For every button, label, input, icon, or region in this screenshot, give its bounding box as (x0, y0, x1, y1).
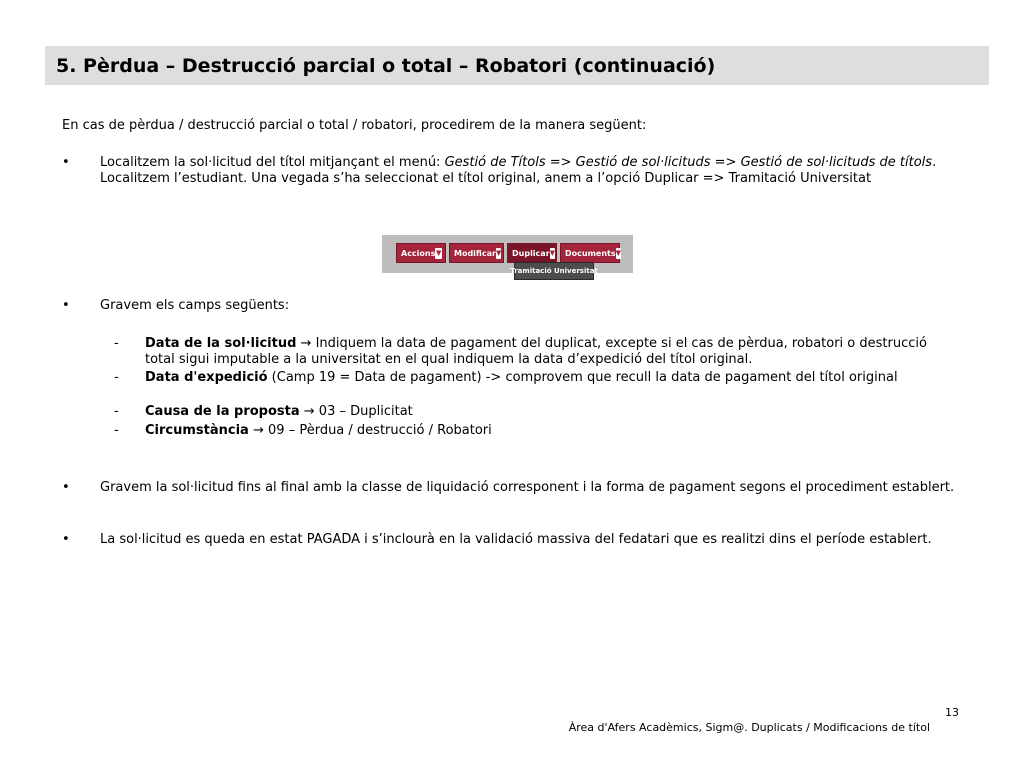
button-label: Documents (565, 248, 616, 258)
subitem-circumstancia (114, 423, 934, 439)
button-label: Modificar (454, 248, 496, 258)
arrow-icon: → (300, 336, 312, 351)
dash-symbol: - (114, 336, 119, 351)
field-label: Data de la sol·licitud (145, 336, 297, 351)
menu-screenshot (382, 235, 633, 273)
chevron-down-icon: ▼ (495, 248, 502, 257)
bullet-content (100, 155, 956, 187)
path-separator: => (545, 155, 576, 170)
path-separator: => (710, 155, 741, 170)
dash-symbol: - (114, 370, 119, 385)
bullet1-text: Localitzem la sol·licitud del títol mitjançant el menú: (100, 155, 445, 170)
modificar-button[interactable] (449, 243, 504, 263)
accions-button[interactable] (396, 243, 446, 263)
arrow-icon: → (303, 404, 315, 419)
bullet-symbol: • (62, 155, 70, 170)
subitem-content (145, 404, 934, 420)
page-title: 5. Pèrdua – Destrucció parcial o total – Robatori (continuació) (56, 54, 716, 77)
field-description: 09 – Pèrdua / destrucció / Robatori (263, 423, 492, 438)
button-label: Duplicar (512, 248, 550, 258)
menu-path-2: Gestió de sol·licituds (575, 155, 711, 170)
button-label: Accions (401, 248, 436, 258)
footer-text: Àrea d'Afers Acadèmics, Sigm@. Duplicats / Modificacions de títol (568, 721, 930, 734)
field-description: (Camp 19 = Data de pagament) -> comprovem que recull la data de pagament del títol original (267, 370, 898, 385)
chevron-down-icon: ▼ (435, 248, 442, 257)
subitem-content (145, 370, 934, 386)
bullet-request-status (62, 532, 962, 548)
subitem-content (145, 423, 934, 439)
title-bar (45, 46, 989, 85)
dash-symbol: - (114, 404, 119, 419)
field-description: 03 – Duplicitat (314, 404, 413, 419)
arrow-icon: → (252, 423, 264, 438)
bullet1-text-end: . Localitzem l’estudiant. Una vegada s’ha seleccionat el títol original, anem a l’opció Duplicar => Tramitació Universitat (100, 155, 937, 186)
field-label: Data d'expedició (145, 370, 268, 385)
subitem-data-sollicitud (114, 336, 934, 368)
dash-symbol: - (114, 423, 119, 438)
bullet-symbol: • (62, 298, 70, 313)
bullet-content: Gravem la sol·licitud fins al final amb la classe de liquidació corresponent i la forma de pagament segons el procediment establert. (100, 480, 955, 495)
page-number: 13 (945, 706, 959, 719)
bullet-content: Gravem els camps següents: (100, 298, 290, 313)
tramitacio-universitat-menu-item[interactable]: Tramitació Universitat (514, 262, 594, 280)
subitem-content (145, 336, 934, 368)
menu-path-1: Gestió de Títols (444, 155, 546, 170)
bullet-save-request (62, 480, 962, 496)
bullet-locate-request (62, 155, 962, 187)
bullet-symbol: • (62, 480, 70, 495)
bullet-content: La sol·licitud es queda en estat PAGADA i s’inclourà en la validació massiva del fedatari que es realitzi dins el període establert. (100, 532, 932, 547)
subitem-data-expedicio (114, 370, 934, 386)
field-description: Indiquem la data de pagament del duplicat, excepte si el cas de pèrdua, robatori o destrucció total sigui imputable a la universitat en el qual indiquem la data d’expedició del títol original. (145, 336, 927, 367)
documents-button[interactable] (560, 243, 620, 263)
chevron-down-icon: ▼ (615, 248, 622, 257)
bullet-record-fields (62, 298, 962, 314)
menu-path-3: Gestió de sol·licituds de títols (740, 155, 933, 170)
chevron-down-icon: ▼ (549, 248, 556, 257)
duplicar-button[interactable] (507, 243, 557, 263)
bullet-symbol: • (62, 532, 70, 547)
field-label: Circumstància (145, 423, 249, 438)
intro-text: En cas de pèrdua / destrucció parcial o total / robatori, procedirem de la manera següent: (62, 118, 647, 133)
field-label: Causa de la proposta (145, 404, 300, 419)
subitem-causa-proposta (114, 404, 934, 420)
